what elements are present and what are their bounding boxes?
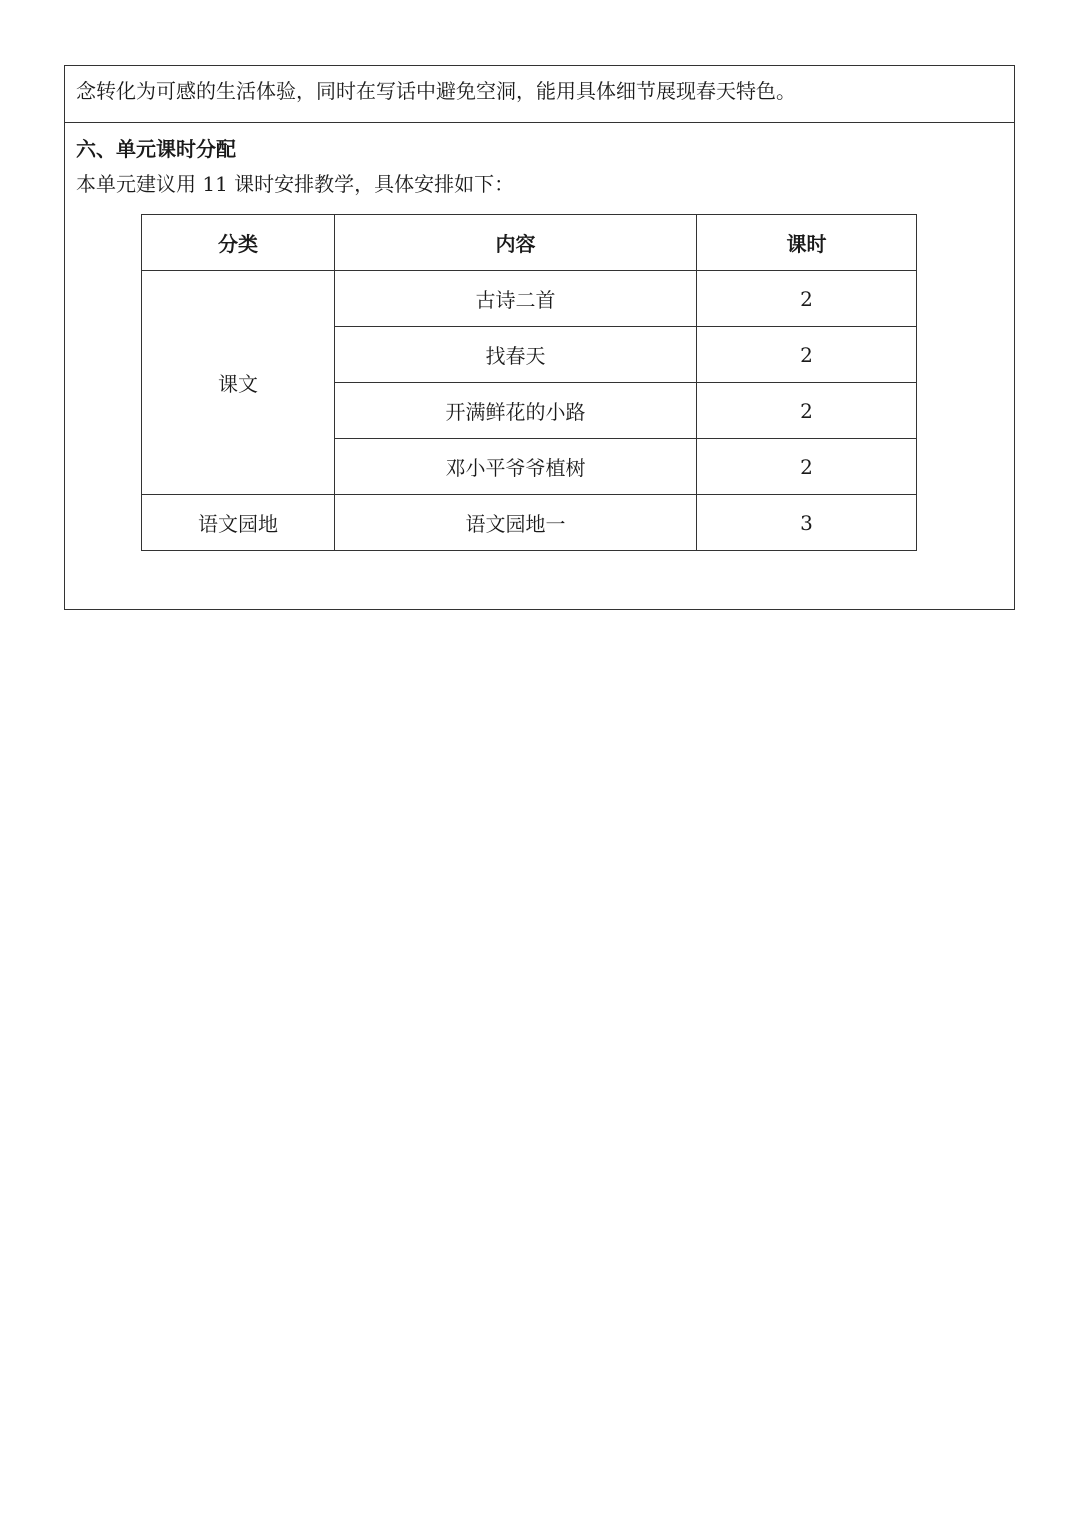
hours-cell: 2	[697, 327, 917, 383]
header-category: 分类	[142, 215, 335, 271]
hours-cell: 2	[697, 271, 917, 327]
content-cell: 开满鲜花的小路	[335, 383, 697, 439]
hours-cell: 2	[697, 383, 917, 439]
content-cell: 找春天	[335, 327, 697, 383]
table-row	[142, 495, 917, 551]
content-cell: 邓小平爷爷植树	[335, 439, 697, 495]
content-cell: 语文园地一	[335, 495, 697, 551]
category-cell: 语文园地	[142, 495, 335, 551]
hours-cell: 3	[697, 495, 917, 551]
continuation-paragraph: 念转化为可感的生活体验，同时在写话中避免空洞，能用具体细节展现春天特色。	[76, 79, 796, 103]
category-cell: 课文	[142, 271, 335, 495]
hours-cell: 2	[697, 439, 917, 495]
section-heading: 六、单元课时分配	[76, 137, 236, 161]
content-cell: 古诗二首	[335, 271, 697, 327]
header-content: 内容	[335, 215, 697, 271]
section-intro: 本单元建议用 11 课时安排教学，具体安排如下：	[76, 172, 515, 196]
lesson-schedule-table	[141, 214, 917, 551]
previous-section-tail	[65, 66, 1014, 123]
document-frame	[64, 65, 1015, 610]
table-row	[142, 271, 917, 327]
table-header-row	[142, 215, 917, 271]
header-hours: 课时	[697, 215, 917, 271]
